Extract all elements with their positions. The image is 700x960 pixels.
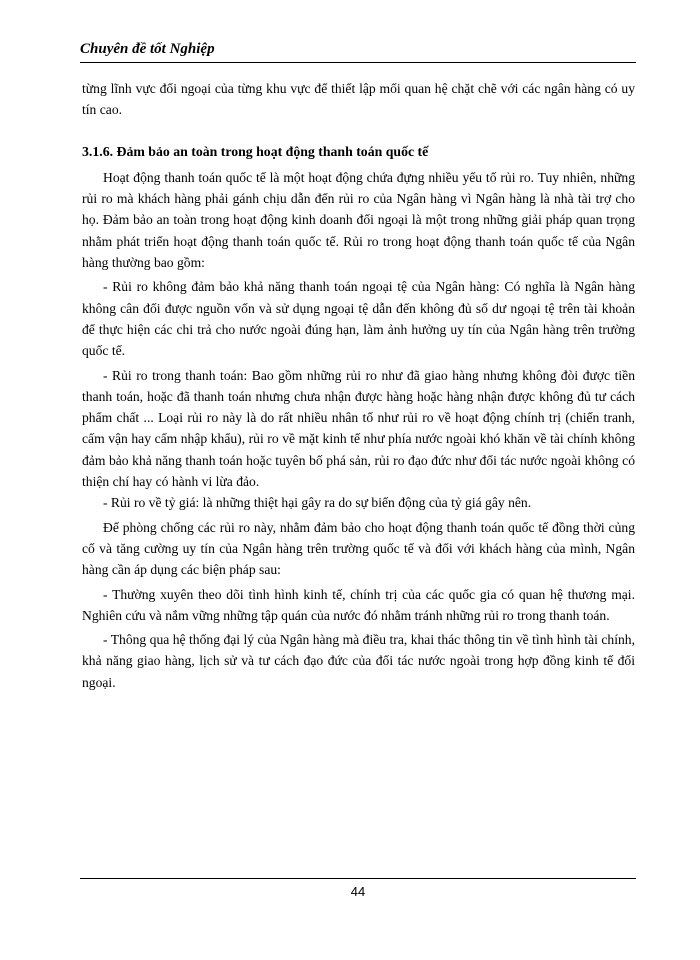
bullet-paragraph: - Thường xuyên theo dõi tình hình kinh tế, chính trị của các quốc gia có quan hệ thương mại. Nghiên cứu và nắm vững những tập quán của nước đó nhằm tránh những rủi ro trong thanh toán. [82, 586, 635, 623]
bullet-paragraph: - Thông qua hệ thống đại lý của Ngân hàng mà điều tra, khai thác thông tin về tình hình tài chính, khả năng giao hàng, lịch sử và tư cách đạo đức của đối tác nước ngoài trong hợp đồng kinh tế đối ngoại. [82, 632, 635, 690]
section-heading: 3.1.6. Đảm bảo an toàn trong hoạt động thanh toán quốc tế [82, 143, 429, 159]
bullet-paragraph: - Rủi ro không đảm bảo khả năng thanh toán ngoại tệ của Ngân hàng: Có nghĩa là Ngân hàng không cân đối được nguồn vốn và sử dụng ngoại tệ dẫn đến không đủ số dư ngoại tệ trên tài khoản để thực hiện các chi trả cho nước ngoài đúng hạn, làm ảnh hưởng uy tín của Ngân hàng trên trường quốc tế. [82, 279, 635, 359]
body-paragraph: Hoạt động thanh toán quốc tế là một hoạt động chứa đựng nhiều yếu tố rủi ro. Tuy nhiên, những rủi ro mà khách hàng phải gánh chịu dẫn đến rủi ro của Ngân hàng vì Ngân hàng là nhà tài trợ cho họ. Đảm bảo an toàn trong hoạt động kinh doanh đối ngoại là một trong những giải pháp quan trọng nhằm phát triển hoạt động thanh toán quốc tế. Rủi ro trong hoạt động thanh toán quốc tế của Ngân hàng thường bao gồm: [82, 169, 635, 271]
bullet-paragraph: - Rủi ro trong thanh toán: Bao gồm những rủi ro như đã giao hàng nhưng không đòi được tiền thanh toán, hoặc đã thanh toán nhưng chưa nhận được hàng hoặc hàng nhận được không đủ tư cách phẩm chất ... Loại rủi ro này là do rất nhiều nhân tố như rủi ro về hoạt động chính trị (chiến tranh, cấm vận hay cấm nhập khẩu), rủi ro về mặt kinh tế như phía nước ngoài khó khăn về tài chính không đảm bảo khả năng thanh toán hoặc tuyên bố phá sản, rủi ro đạo đức như đối tác nước ngoài không có thiện chí hay có hành vi lừa đảo. [82, 367, 635, 490]
document-header-title: Chuyên đề tốt Nghiệp [80, 41, 215, 57]
body-paragraph: Để phòng chống các rủi ro này, nhằm đảm bảo cho hoạt động thanh toán quốc tế đồng thời củng cố và tăng cường uy tín của Ngân hàng trên trường quốc tế và đối với khách hàng của mình, Ngân hàng cần áp dụng các biện pháp sau: [82, 519, 635, 578]
page-number: 44 [350, 884, 366, 899]
footer-divider [80, 878, 636, 879]
bullet-paragraph: - Rủi ro về tỷ giá: là những thiệt hại gây ra do sự biến động của tỷ giá gây nên. [103, 495, 532, 511]
page-body [82, 78, 635, 693]
header-divider [80, 62, 636, 63]
intro-continuation-paragraph: từng lĩnh vực đối ngoại của từng khu vực để thiết lập mối quan hệ chặt chẽ với các ngân hàng có uy tín cao. [82, 81, 635, 118]
